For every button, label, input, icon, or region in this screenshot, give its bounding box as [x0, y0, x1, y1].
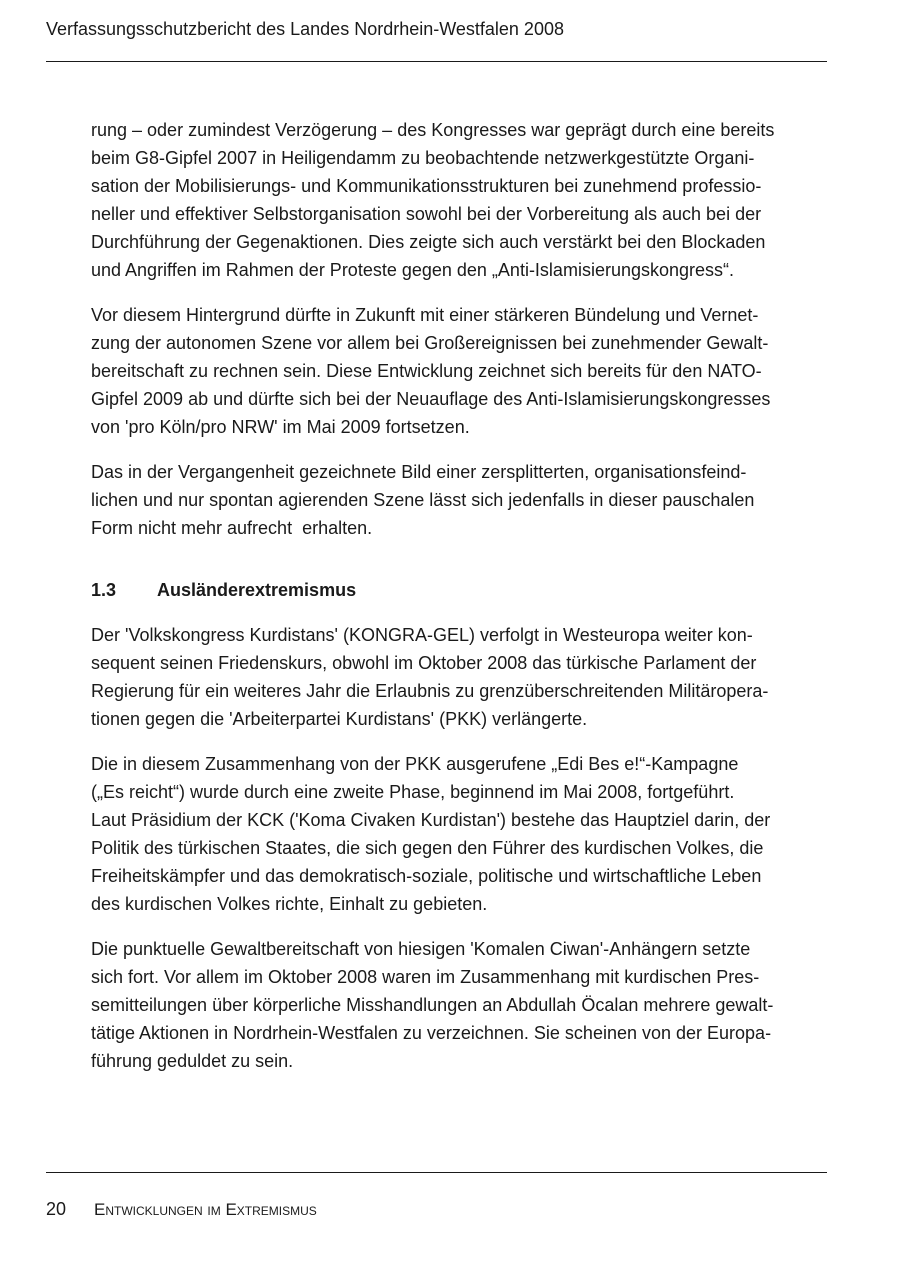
text-line: („Es reicht“) wurde durch eine zweite Phase, beginnend im Mai 2008, fortgeführt.: [91, 782, 735, 802]
paragraph: [91, 116, 831, 284]
section-heading: [91, 576, 831, 604]
paragraph: [91, 935, 831, 1075]
text-line: lichen und nur spontan agierenden Szene lässt sich jedenfalls in dieser pauschalen: [91, 490, 755, 510]
text-line: zung der autonomen Szene vor allem bei Großereignissen bei zunehmender Gewalt-: [91, 333, 769, 353]
text-line: Das in der Vergangenheit gezeichnete Bild einer zersplitterten, organisationsfeind-: [91, 462, 747, 482]
section-title: Ausländerextremismus: [157, 580, 357, 600]
text-line: Die punktuelle Gewaltbereitschaft von hiesigen 'Komalen Ciwan'-Anhängern setzte: [91, 939, 751, 959]
text-line: sation der Mobilisierungs- und Kommunikationsstrukturen bei zunehmend professio-: [91, 176, 762, 196]
text-line: Regierung für ein weiteres Jahr die Erlaubnis zu grenzüberschreitenden Militäropera-: [91, 681, 769, 701]
text-line: Die in diesem Zusammenhang von der PKK ausgerufene „Edi Bes e!“-Kampagne: [91, 754, 739, 774]
section-number: 1.3: [91, 580, 117, 600]
paragraph: [91, 750, 831, 918]
text-line: Der 'Volkskongress Kurdistans' (KONGRA-GEL) verfolgt in Westeuropa weiter kon-: [91, 625, 753, 645]
text-line: Form nicht mehr aufrecht erhalten.: [91, 518, 373, 538]
text-line: tätige Aktionen in Nordrhein-Westfalen zu verzeichnen. Sie scheinen von der Europa-: [91, 1023, 772, 1043]
header-divider: [46, 61, 827, 62]
text-line: Freiheitskämpfer und das demokratisch-soziale, politische und wirtschaftliche Leben: [91, 866, 762, 886]
running-footer: [46, 1197, 317, 1222]
text-line: führung geduldet zu sein.: [91, 1051, 294, 1071]
paragraph: [91, 458, 831, 542]
text-line: sequent seinen Friedenskurs, obwohl im Oktober 2008 das türkische Parlament der: [91, 653, 757, 673]
text-line: Laut Präsidium der KCK ('Koma Civaken Kurdistan') bestehe das Hauptziel darin, der: [91, 810, 771, 830]
text-line: von 'pro Köln/pro NRW' im Mai 2009 fortsetzen.: [91, 417, 470, 437]
footer-divider: [46, 1172, 827, 1173]
page-body: [91, 116, 831, 1075]
text-line: tionen gegen die 'Arbeiterpartei Kurdistans' (PKK) verlängerte.: [91, 709, 588, 729]
text-line: Politik des türkischen Staates, die sich gegen den Führer des kurdischen Volkes, die: [91, 838, 764, 858]
text-line: sich fort. Vor allem im Oktober 2008 waren im Zusammenhang mit kurdischen Pres-: [91, 967, 760, 987]
paragraph: [91, 621, 831, 733]
text-line: beim G8-Gipfel 2007 in Heiligendamm zu beobachtende netzwerkgestützte Organi-: [91, 148, 755, 168]
text-line: semitteilungen über körperliche Misshandlungen an Abdullah Öcalan mehrere gewalt-: [91, 995, 774, 1015]
text-line: Durchführung der Gegenaktionen. Dies zeigte sich auch verstärkt bei den Blockaden: [91, 232, 766, 252]
text-line: neller und effektiver Selbstorganisation sowohl bei der Vorbereitung als auch bei der: [91, 204, 762, 224]
text-line: Vor diesem Hintergrund dürfte in Zukunft mit einer stärkeren Bündelung und Vernet-: [91, 305, 759, 325]
paragraph: [91, 301, 831, 441]
text-line: rung – oder zumindest Verzögerung – des Kongresses war geprägt durch eine bereits: [91, 120, 775, 140]
footer-section-title: Entwicklungen im Extremismus: [94, 1200, 317, 1219]
text-line: Gipfel 2009 ab und dürfte sich bei der Neuauflage des Anti-Islamisierungskongresses: [91, 389, 771, 409]
text-line: des kurdischen Volkes richte, Einhalt zu gebieten.: [91, 894, 488, 914]
text-line: und Angriffen im Rahmen der Proteste gegen den „Anti-Islamisierungskongress“.: [91, 260, 735, 280]
page-number: 20: [46, 1199, 67, 1219]
text-line: bereitschaft zu rechnen sein. Diese Entwicklung zeichnet sich bereits für den NATO-: [91, 361, 762, 381]
running-header: Verfassungsschutzbericht des Landes Nordrhein-Westfalen 2008: [46, 19, 564, 39]
